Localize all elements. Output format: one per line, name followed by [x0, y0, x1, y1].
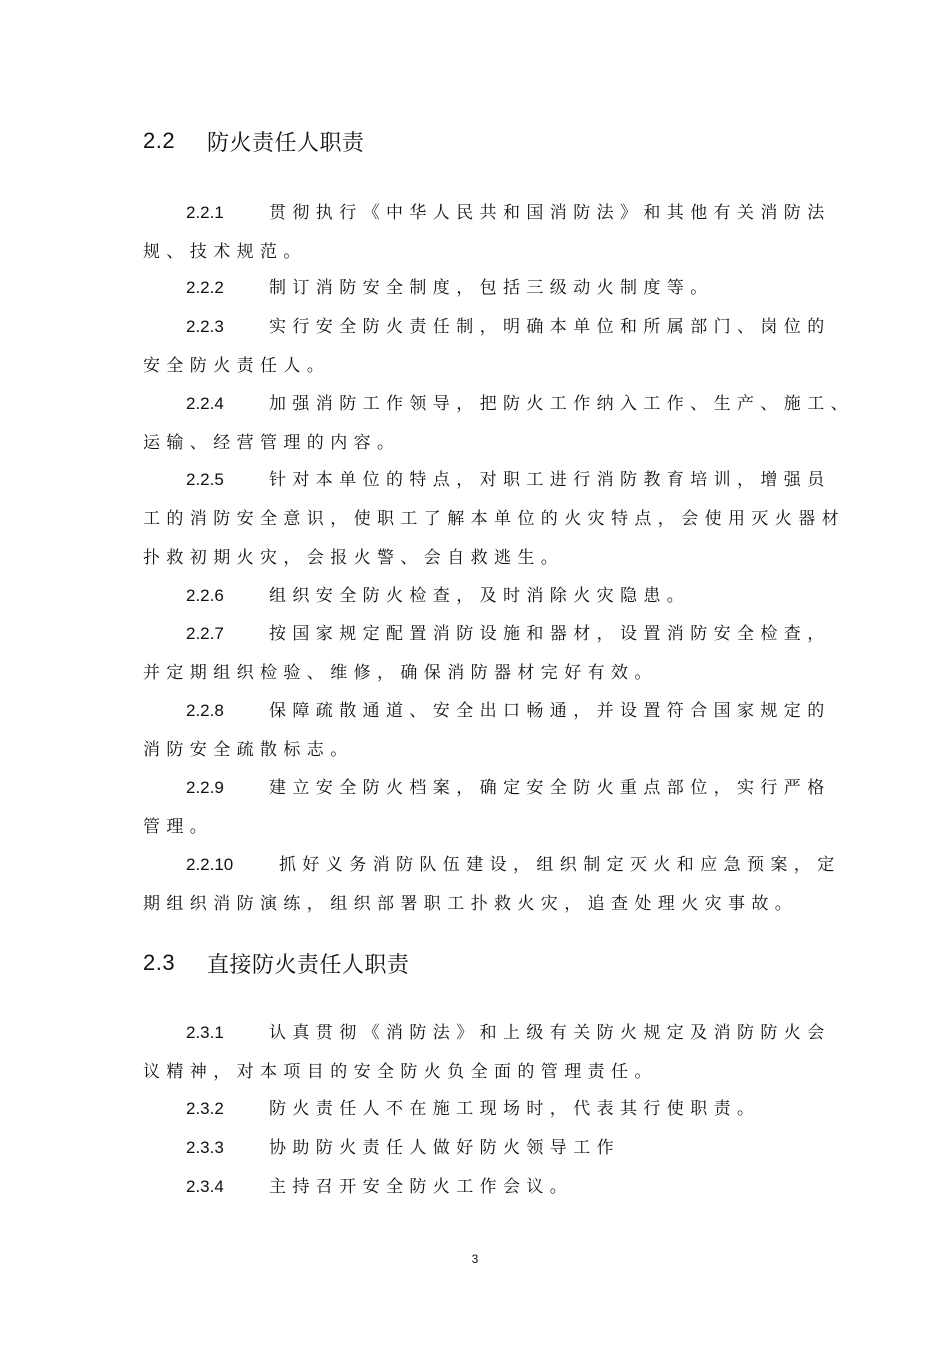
clause-text: 协助防火责任人做好防火领导工作 [269, 1138, 620, 1158]
section-title: 防火责任人职责 [207, 130, 365, 156]
clause-text-continued: 扑救初期火灾，会报火警、会自救逃生。 [143, 548, 565, 568]
clause-text-continued: 安全防火责任人。 [143, 356, 331, 376]
page-number: 3 [471, 1252, 479, 1266]
clause-text-continued: 管理。 [143, 817, 214, 837]
clause-text-continued: 消防安全疏散标志。 [143, 740, 354, 760]
clause-2-3-2 [143, 1089, 805, 1129]
clause-number: 2.2.4 [186, 394, 224, 413]
clause-number: 2.2.5 [186, 470, 224, 489]
clause-text: 加强消防工作领导，把防火工作纳入工作、生产、施工、 [269, 394, 854, 414]
clause-text: 实行安全防火责任制，明确本单位和所属部门、岗位的 [269, 317, 831, 337]
clause-number: 2.2.10 [186, 855, 234, 874]
clause-number: 2.2.2 [186, 278, 224, 297]
clause-text: 针对本单位的特点，对职工进行消防教育培训，增强员 [269, 470, 831, 490]
clause-2-2-8 [143, 691, 831, 770]
clause-text: 防火责任人不在施工现场时，代表其行使职责。 [269, 1099, 761, 1119]
section-title: 直接防火责任人职责 [207, 952, 410, 978]
clause-text-continued: 议精神，对本项目的安全防火负全面的管理责任。 [143, 1062, 658, 1082]
section-heading-2-2 [143, 126, 365, 156]
clause-text-continued: 规、技术规范。 [143, 242, 307, 262]
clause-text: 认真贯彻《消防法》和上级有关防火规定及消防防火会 [269, 1023, 831, 1043]
clause-text-continued: 并定期组织检验、维修，确保消防器材完好有效。 [143, 663, 658, 683]
clause-text: 贯彻执行《中华人民共和国消防法》和其他有关消防法 [269, 203, 831, 223]
clause-text: 建立安全防火档案，确定安全防火重点部位，实行严格 [269, 778, 831, 798]
clause-2-2-3 [143, 307, 831, 386]
clause-text: 保障疏散通道、安全出口畅通，并设置符合国家规定的 [269, 701, 831, 721]
clause-2-2-6 [143, 576, 805, 616]
clause-2-2-10 [143, 845, 841, 924]
clause-text-continued: 期组织消防演练，组织部署职工扑救火灾，追查处理火灾事故。 [143, 894, 799, 914]
clause-text-continued: 工的消防安全意识，使职工了解本单位的火灾特点，会使用灭火器材 [143, 509, 845, 529]
clause-2-2-5 [143, 460, 845, 578]
clause-2-2-7 [143, 614, 831, 693]
clause-2-2-2 [143, 268, 805, 308]
clause-number: 2.2.3 [186, 317, 224, 336]
clause-2-3-3 [143, 1128, 805, 1168]
clause-2-2-1 [143, 193, 831, 272]
section-number: 2.2 [143, 128, 176, 153]
clause-text-continued: 运输、经营管理的内容。 [143, 433, 401, 453]
clause-2-3-1 [143, 1013, 831, 1092]
clause-text: 按国家规定配置消防设施和器材，设置消防安全检查， [269, 624, 831, 644]
clause-number: 2.2.8 [186, 701, 224, 720]
clause-number: 2.2.6 [186, 586, 224, 605]
clause-text: 组织安全防火检查，及时消除火灾隐患。 [269, 586, 691, 606]
clause-number: 2.3.4 [186, 1177, 224, 1196]
clause-text: 主持召开安全防火工作会议。 [269, 1177, 574, 1197]
section-heading-2-3 [143, 948, 410, 978]
clause-2-2-9 [143, 768, 831, 847]
clause-text: 抓好义务消防队伍建设，组织制定灭火和应急预案，定 [279, 855, 841, 875]
clause-2-2-4 [143, 384, 854, 463]
section-number: 2.3 [143, 950, 176, 975]
clause-number: 2.2.9 [186, 778, 224, 797]
clause-number: 2.3.1 [186, 1023, 224, 1042]
clause-number: 2.3.2 [186, 1099, 224, 1118]
clause-number: 2.2.7 [186, 624, 224, 643]
clause-number: 2.2.1 [186, 203, 224, 222]
clause-number: 2.3.3 [186, 1138, 224, 1157]
clause-2-3-4 [143, 1167, 805, 1207]
clause-text: 制订消防安全制度，包括三级动火制度等。 [269, 278, 714, 298]
